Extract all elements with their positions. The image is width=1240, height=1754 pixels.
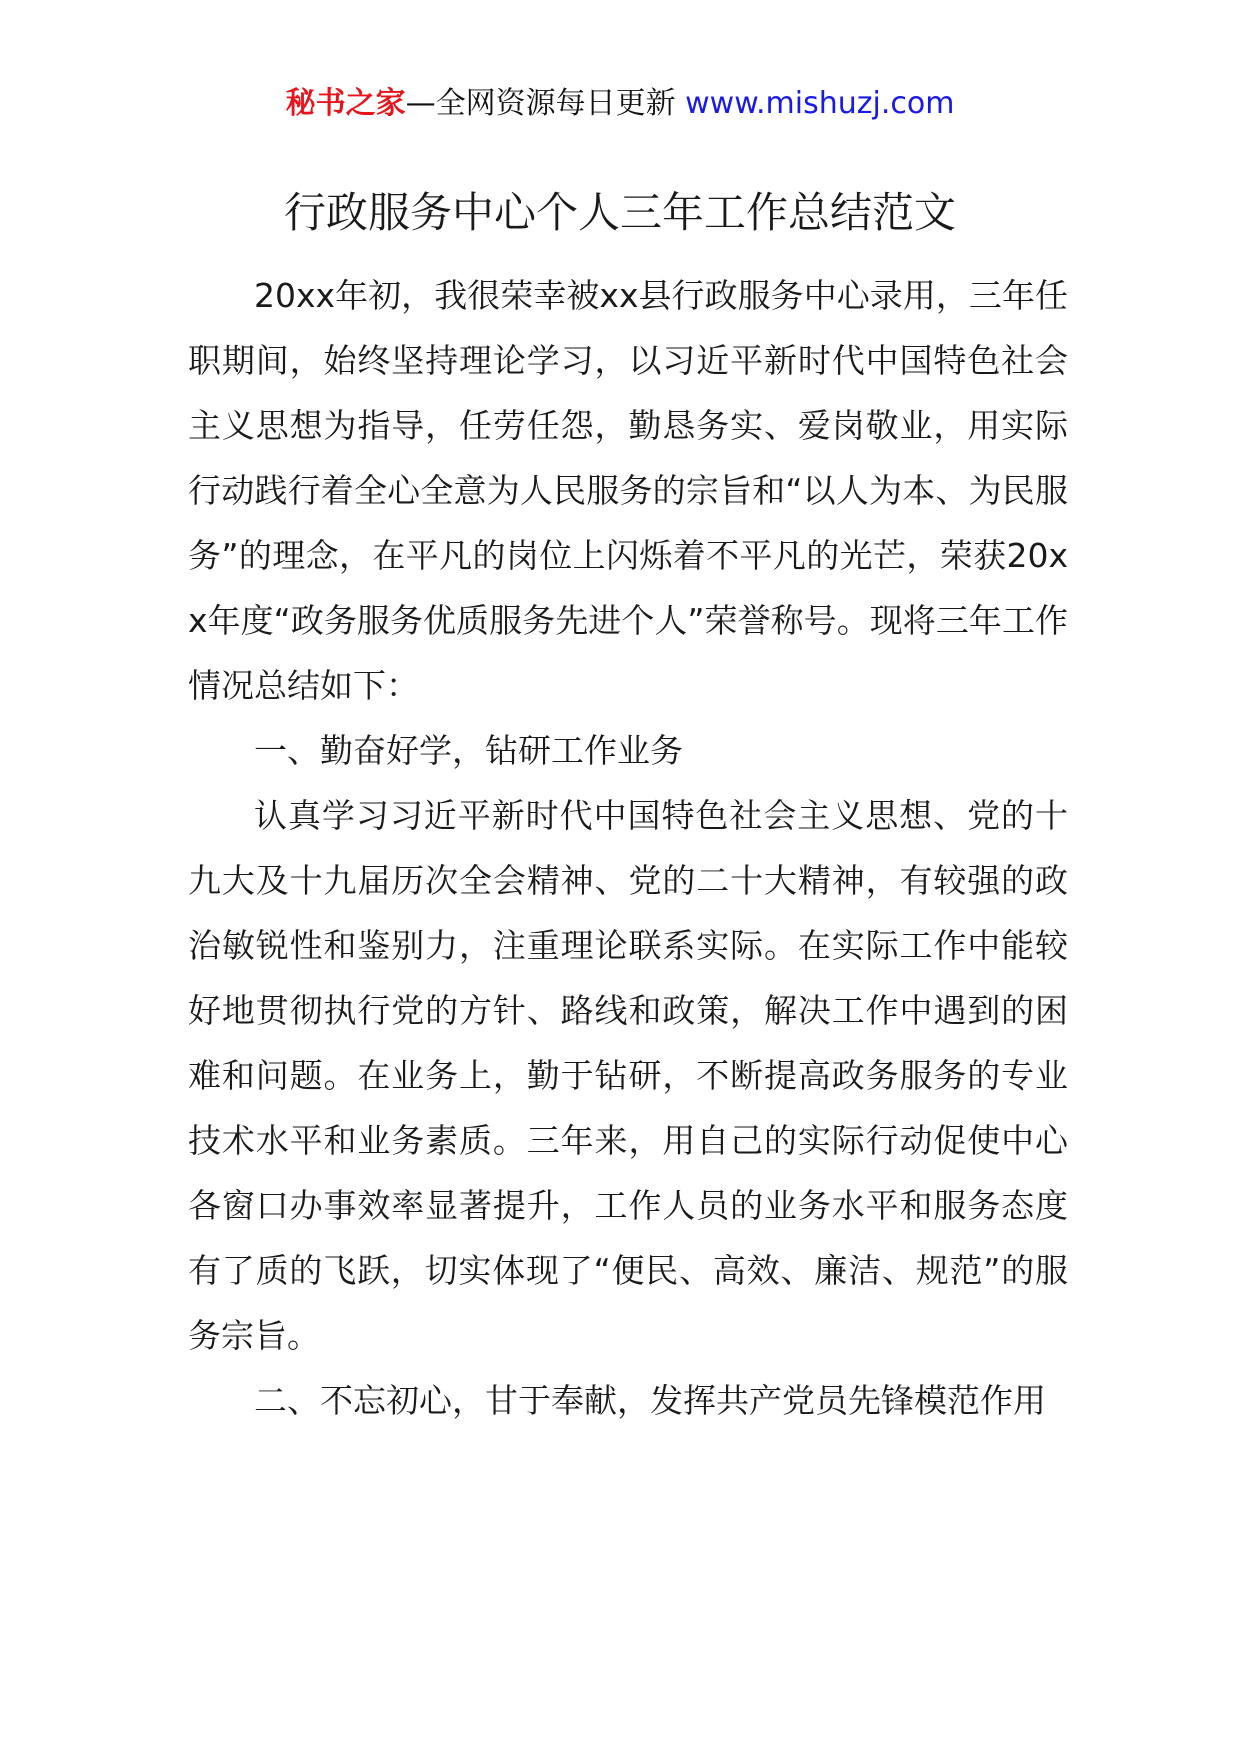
section-1-heading: 一、勤奋好学，钻研工作业务 (254, 731, 683, 770)
document-title: 行政服务中心个人三年工作总结范文 (283, 188, 956, 237)
site-url-link[interactable]: www.mishuzj.com (685, 86, 955, 121)
site-tagline: —全网资源每日更新 (405, 86, 676, 121)
intro-paragraph: 20xx年初，我很荣幸被xx县行政服务中心录用，三年任职期间，始终坚持理论学习，以习近平新时代中国特色社会主义思想为指导，任劳任怨，勤恳务实、爱岗敬业，用实际行动践行着全心全意为人民服务的宗旨和“以人为本、为民服务”的理念，在平凡的岗位上闪烁着不平凡的光芒，荣获20xx年度“政务服务优质服务先进个人”荣誉称号。现将三年工作情况总结如下： (188, 276, 1068, 705)
site-brand: 秘书之家 (285, 86, 406, 121)
site-header (0, 84, 1240, 124)
section-2-heading: 二、不忘初心，甘于奉献，发挥共产党员先锋模范作用 (254, 1381, 1046, 1420)
document-body (188, 263, 1068, 1433)
section-1-paragraph: 认真学习习近平新时代中国特色社会主义思想、党的十九大及十九届历次全会精神、党的二十大精神，有较强的政治敏锐性和鉴别力，注重理论联系实际。在实际工作中能较好地贯彻执行党的方针、路线和政策，解决工作中遇到的困难和问题。在业务上，勤于钻研，不断提高政务服务的专业技术水平和业务素质。三年来，用自己的实际行动促使中心各窗口办事效率显著提升，工作人员的业务水平和服务态度有了质的飞跃，切实体现了“便民、高效、廉洁、规范”的服务宗旨。 (188, 796, 1068, 1355)
